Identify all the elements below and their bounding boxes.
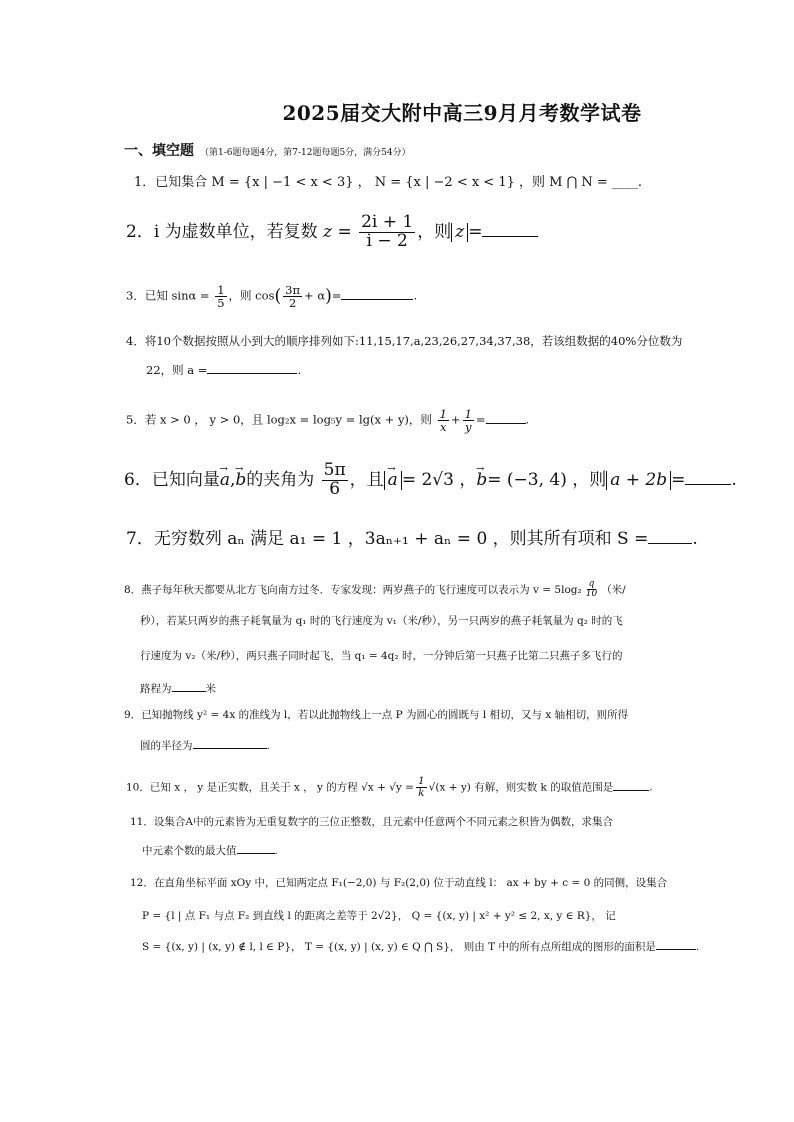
fraction [215, 284, 226, 309]
question-number: 7． [126, 529, 154, 549]
fraction-denominator: x [440, 420, 447, 435]
question-number: 8． [124, 583, 142, 596]
question-4 [126, 336, 682, 348]
question-number: 12． [130, 877, 154, 889]
question-text: . [649, 781, 653, 794]
question-text: = [331, 288, 342, 303]
fraction [584, 580, 599, 600]
question-7 [126, 531, 698, 548]
page-title: 2025届交大附中高三9月月考数学试卷 [282, 101, 642, 125]
answer-blank[interactable] [613, 789, 649, 791]
section-title: 一、填空题 [124, 143, 194, 159]
fraction [283, 284, 302, 309]
question-text: ，且 [349, 469, 384, 490]
fraction [438, 408, 449, 433]
question-text: （米/ [601, 583, 626, 596]
modulus: a + 2b [606, 471, 671, 491]
question-number: 11． [130, 816, 154, 828]
fraction-denominator: 10 [585, 589, 598, 600]
fraction-numerator: 3π [285, 283, 301, 297]
answer-blank[interactable] [341, 298, 413, 300]
question-6 [124, 462, 737, 499]
question-text: ，则 [417, 221, 452, 242]
question-text: 设集合A中的元素皆为无重复数字的三位正整数，且元素中任意两个不同元素之积皆为偶数，求集合 [153, 816, 613, 828]
question-text: + α [304, 288, 326, 303]
modulus [384, 471, 402, 491]
answer-blank[interactable] [648, 542, 692, 544]
question-8-line-4 [140, 684, 216, 695]
question-11-line-2 [142, 846, 278, 857]
fraction-numerator: 1 [417, 775, 425, 787]
vector-b: → b [476, 472, 487, 489]
paren-right: ) [325, 286, 332, 307]
question-text: 已知集合 M = {x | −1 < x < 3} ， N = {x | −2 < x < 1} ，则 M ⋂ N = ____. [155, 175, 643, 190]
question-text: , [229, 469, 236, 490]
question-number: 9． [124, 709, 142, 721]
question-number: 5． [126, 412, 145, 427]
question-3 [126, 284, 417, 309]
fraction-numerator: q [588, 579, 595, 589]
question-number: 6． [124, 469, 152, 490]
question-text: 在直角坐标平面 xOy 中，已知两定点 F₁(−2,0) 与 F₂(2,0) 位于动直线 l： ax + by + c = 0 的同侧，设集合 [153, 877, 668, 889]
fraction [463, 408, 474, 433]
question-12 [130, 878, 667, 889]
question-text: 米 [205, 683, 216, 695]
question-text: 22，则 a = [146, 363, 208, 377]
question-text: i 为虚数单位，若复数 [153, 221, 324, 242]
question-text: . [525, 412, 530, 427]
question-text: 中元素个数的最大值 [142, 845, 237, 857]
question-number: 3． [126, 288, 145, 303]
question-text: 路程为 [140, 683, 172, 695]
fraction-denominator: 2 [288, 296, 297, 311]
question-number: 2． [126, 221, 154, 242]
question-text: + [450, 412, 461, 427]
fraction-denominator: i − 2 [366, 230, 408, 251]
question-text: 将10个数据按照从小到大的顺序排列如下:11,15,17,a,23,26,27,34,37,38，若该组数据的40%分位数为 [144, 334, 683, 348]
answer-blank[interactable] [486, 422, 526, 424]
question-text: 已知 x ， y 是正实数，且关于 x ， y 的方程 √x + √y = [149, 781, 414, 794]
question-text: = [468, 221, 483, 242]
fraction-denominator: k [418, 787, 425, 800]
answer-blank[interactable] [172, 690, 206, 692]
question-text: . [266, 740, 270, 752]
question-8-line-2: 秒），若某只两岁的燕子耗氧量为 q₁ 时的飞行速度为 v₁（米/秒），另一只两岁的燕子耗氧量为 q₂ 时的飞 [140, 615, 623, 627]
question-12-line-2: P = {l | 点 F₁ 与点 F₂ 到直线 l 的距离之差等于 2√2}， Q = {(x, y) | x² + y² ≤ 2, x, y ∈ R}， 记 [142, 910, 616, 922]
question-2 [126, 214, 538, 251]
question-text: . [695, 941, 700, 953]
question-text: . [692, 529, 698, 549]
question-text: 圆的半径为 [140, 740, 193, 752]
answer-blank[interactable] [207, 372, 297, 374]
question-9 [124, 710, 628, 721]
answer-blank[interactable] [237, 852, 275, 854]
modulus: z [451, 223, 468, 243]
fraction [322, 462, 348, 499]
vector-a: → a [220, 472, 230, 489]
question-number: 10． [126, 781, 150, 794]
fraction-numerator: 1 [439, 407, 447, 421]
fraction-denominator: y [464, 420, 472, 435]
question-4-line-2 [146, 365, 301, 377]
answer-blank[interactable] [685, 483, 731, 485]
section-note: （第1-6题每题4分，第7-12题每题5分，满分54分） [200, 148, 411, 158]
question-text: 燕子每年秋天都要从北方飞向南方过冬．专家发现：两岁燕子的飞行速度可以表示为 v = 5log₂ [141, 583, 582, 596]
question-number: 1． [134, 175, 156, 190]
question-text: . [413, 288, 418, 303]
question-text: . [731, 469, 737, 490]
fraction-denominator: 5 [217, 296, 225, 311]
question-11 [130, 817, 613, 828]
question-text: = 2√3 ， [401, 469, 477, 490]
question-text: = [475, 412, 486, 427]
question-10 [126, 776, 653, 799]
question-8 [124, 580, 626, 600]
question-text: . [297, 363, 302, 377]
fraction-numerator: 5π [323, 460, 346, 480]
fraction-denominator: 6 [329, 478, 341, 499]
question-text: 已知向量 [151, 469, 220, 490]
answer-blank[interactable] [193, 747, 267, 749]
fraction [416, 776, 427, 799]
fraction-numerator: 1 [217, 283, 225, 297]
answer-blank[interactable] [482, 235, 538, 237]
question-text: = [671, 469, 686, 490]
question-text: √(x + y) 有解，则实数 k 的取值范围是 [428, 781, 614, 794]
question-12-line-3 [142, 942, 699, 953]
fraction [359, 214, 415, 251]
paren-left: ( [274, 286, 282, 307]
section-heading [124, 140, 411, 160]
math-var: z = [323, 221, 352, 242]
question-text: ，则 cos [228, 288, 275, 303]
question-8-line-3: 行速度为 v₂（米/秒），两只燕子同时起飞，当 q₁ = 4q₂ 时，一分钟后第一只燕子比第二只燕子多飞行的 [140, 650, 623, 662]
vector-a: → a [388, 471, 398, 491]
fraction-numerator: 1 [464, 407, 472, 421]
question-number: 4． [126, 334, 145, 348]
question-5 [126, 408, 529, 433]
answer-blank[interactable] [656, 948, 696, 950]
question-text: 的夹角为 [246, 469, 315, 490]
question-text: 若 x > 0 ， y > 0，且 log₂x = log₅y = lg(x + y)，则 [144, 412, 432, 427]
question-text: . [274, 845, 278, 857]
question-text: 已知 sinα = [144, 288, 210, 303]
fraction-numerator: 2i + 1 [361, 212, 414, 232]
question-text: 无穷数列 aₙ 满足 a₁ = 1 ，3aₙ₊₁ + aₙ = 0 ，则其所有项和 S = [153, 529, 649, 549]
question-9-line-2 [140, 741, 270, 752]
question-text: = (−3, 4) ，则 [487, 469, 607, 490]
vector-b: → b [235, 472, 246, 489]
question-text: 已知抛物线 y² = 4x 的准线为 l，若以此抛物线上一点 P 为圆心的圆既与 l 相切，又与 x 轴相切，则所得 [141, 709, 629, 721]
question-text: S = {(x, y) | (x, y) ∉ l, l ∈ P}， T = {(x, y) | (x, y) ∈ Q ⋂ S}， 则由 T 中的所有点所组成的图形的面积是 [142, 941, 656, 953]
question-1 [134, 176, 642, 189]
